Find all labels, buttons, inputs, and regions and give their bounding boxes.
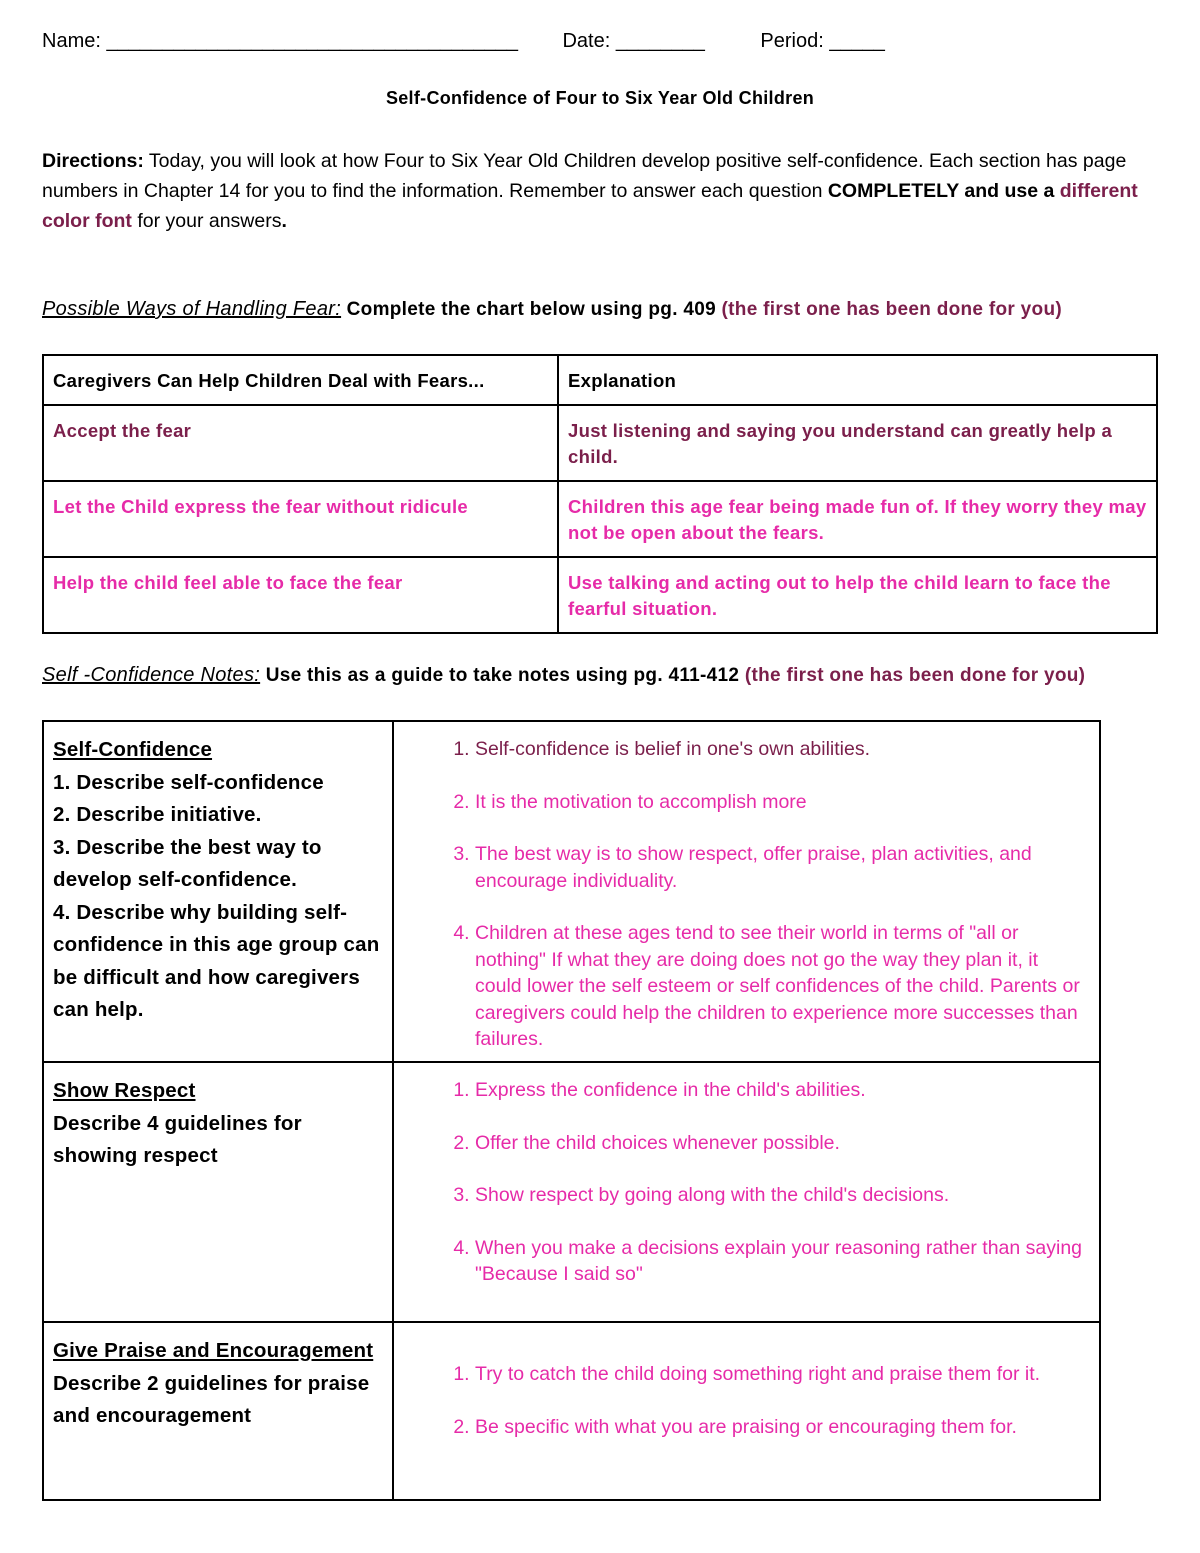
notes-table <box>42 720 1101 1501</box>
directions-text: Today, you will look at how Four to Six Year Old Children develop positive self-confidence. Each section has page numbers in Chapter 14 for you to find the information. Remember to answer each question <box>42 150 1127 202</box>
period-field: Period: _____ <box>760 30 885 52</box>
list-item: 1. Try to catch the child doing something right and praise them for it. <box>475 1361 1089 1388</box>
list-item: 2. It is the motivation to accomplish more <box>475 789 1089 816</box>
fear-table-header-explanation: Explanation <box>558 355 1157 405</box>
fear-heading-title: Possible Ways of Handling Fear: <box>42 298 342 320</box>
notes-topic-cell <box>43 1322 393 1500</box>
fear-strategy-cell: Help the child feel able to face the fear <box>43 557 558 633</box>
notes-topic-cell <box>43 1062 393 1322</box>
fear-heading-instruction: Complete the chart below using pg. 409 <box>341 299 722 320</box>
list-item: 3. The best way is to show respect, offer praise, plan activities, and encourage individuality. <box>475 841 1089 894</box>
fear-explanation-cell: Just listening and saying you understand can greatly help a child. <box>558 405 1157 481</box>
notes-answer-cell <box>393 1062 1100 1322</box>
notes-prompt: 3. Describe the best way to develop self-confidence. <box>53 835 322 891</box>
table-row <box>43 721 1100 1062</box>
directions-paragraph <box>42 146 1162 236</box>
notes-heading-instruction: Use this as a guide to take notes using pg. 411-412 <box>260 665 745 686</box>
directions-color-font: different color font <box>42 180 1138 232</box>
directions-period: . <box>281 210 287 232</box>
fear-table-header-row <box>43 355 1157 405</box>
directions-text-end: for your answers <box>131 210 282 232</box>
date-field: Date: ________ <box>562 30 705 52</box>
notes-section-heading <box>42 660 1160 691</box>
notes-heading-title: Self -Confidence Notes: <box>42 664 261 686</box>
directions-label: Directions: <box>42 150 144 172</box>
fear-heading-note: (the first one has been done for you) <box>721 299 1062 320</box>
notes-prompt: 2. Describe initiative. <box>53 803 262 826</box>
table-row <box>43 481 1157 557</box>
page-title: Self-Confidence of Four to Six Year Old Children <box>385 88 815 108</box>
fear-explanation-cell: Use talking and acting out to help the child learn to face the fearful situation. <box>558 557 1157 633</box>
list-item: 3. Show respect by going along with the child's decisions. <box>475 1182 1089 1209</box>
table-row <box>43 1062 1100 1322</box>
fear-section-heading <box>42 294 1160 325</box>
table-row <box>43 405 1157 481</box>
directions-and-use: and use a <box>958 180 1060 202</box>
list-item: 4. When you make a decisions explain your reasoning rather than saying "Because I said so" <box>475 1235 1089 1288</box>
directions-completely: COMPLETELY <box>827 180 959 202</box>
fear-explanation-cell: Children this age fear being made fun of. If they worry they may not be open about the fears. <box>558 481 1157 557</box>
notes-answer-cell <box>393 1322 1100 1500</box>
notes-topic-cell <box>43 721 393 1062</box>
notes-topic-title: Give Praise and Encouragement <box>53 1339 374 1362</box>
name-field: Name: _____________________________________ <box>42 30 519 52</box>
list-item: 1. Self-confidence is belief in one's own abilities. <box>475 736 1089 763</box>
notes-topic-title: Self-Confidence <box>53 738 213 761</box>
fear-table-header-caregivers: Caregivers Can Help Children Deal with Fears... <box>43 355 558 405</box>
list-item: 4. Children at these ages tend to see their world in terms of "all or nothing" If what they are doing does not go the way they plan it, it could lower the self esteem or self confidences of the child. Parents or caregivers could help the children to experience more successes than failures. <box>475 920 1089 1053</box>
answer-list <box>439 1361 1089 1440</box>
notes-heading-note: (the first one has been done for you) <box>744 665 1086 686</box>
answer-list <box>439 1077 1089 1288</box>
notes-prompt: 1. Describe self-confidence <box>53 770 324 794</box>
answer-list <box>439 736 1089 1053</box>
list-item: 1. Express the confidence in the child's abilities. <box>475 1077 1089 1104</box>
fear-strategy-cell: Accept the fear <box>43 405 558 481</box>
notes-topic-title: Show Respect <box>53 1079 196 1102</box>
notes-prompt: 4. Describe why building self-confidence in this age group can be difficult and how caregivers can help. <box>53 900 380 1021</box>
table-row <box>43 557 1157 633</box>
notes-answer-cell <box>393 721 1100 1062</box>
fear-strategy-cell: Let the Child express the fear without ridicule <box>43 481 558 557</box>
table-row <box>43 1322 1100 1500</box>
list-item: 2. Be specific with what you are praising or encouraging them for. <box>475 1414 1089 1441</box>
header-line <box>42 30 885 53</box>
notes-prompt: Describe 2 guidelines for praise and encouragement <box>53 1371 370 1427</box>
fear-table <box>42 354 1158 634</box>
list-item: 2. Offer the child choices whenever possible. <box>475 1130 1089 1157</box>
notes-prompt: Describe 4 guidelines for showing respect <box>53 1111 302 1167</box>
